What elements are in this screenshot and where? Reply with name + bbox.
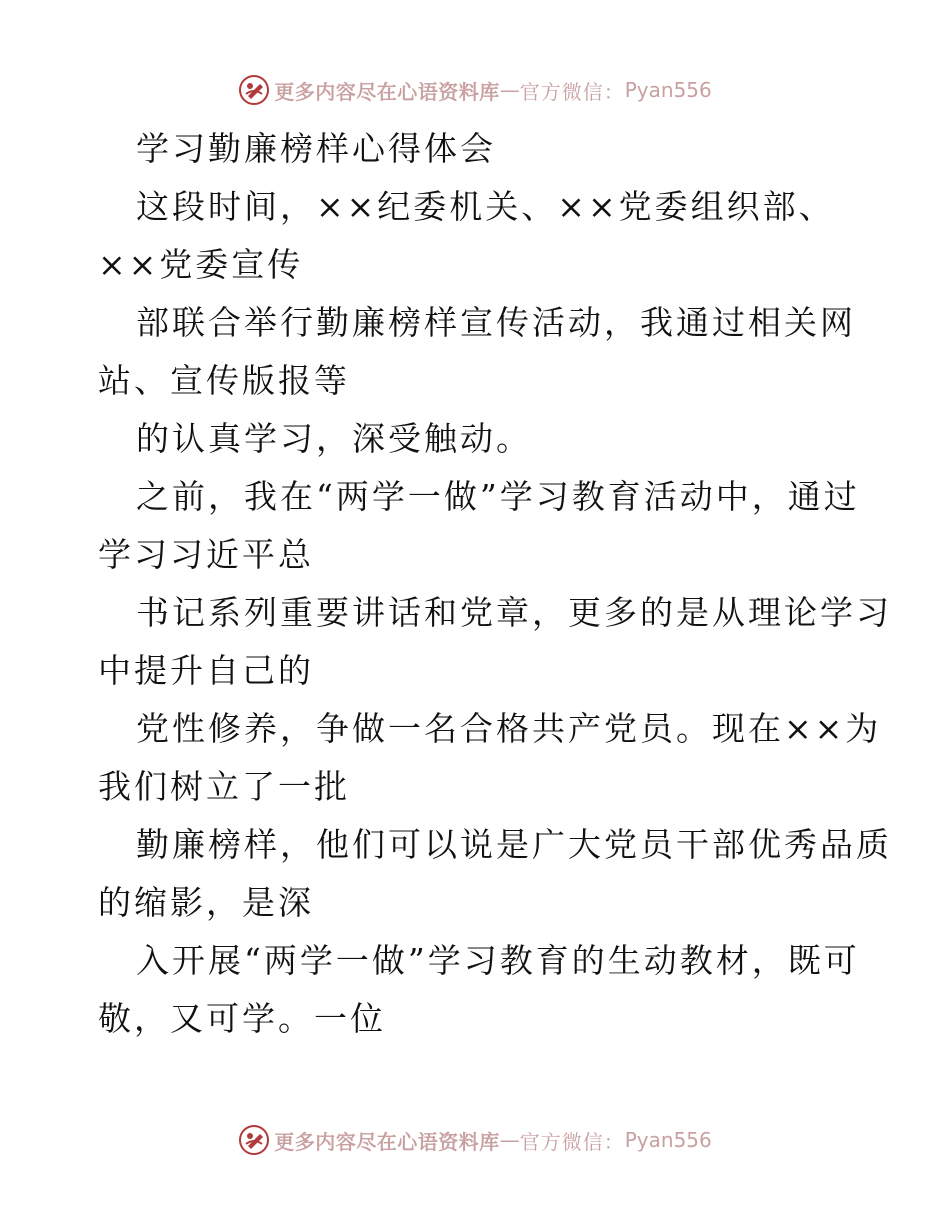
text-line: 党性修养，争做一名合格共产党员。现在××为	[136, 709, 882, 748]
text-line: 敬，又可学。一位	[98, 999, 386, 1038]
text-line: 入开展“两学一做”学习教育的生动教材，既可	[136, 941, 860, 980]
text-line: ××党委宣传	[98, 245, 304, 284]
watermark-brand: 更多内容尽在心语资料库	[274, 1129, 500, 1154]
document-title: 学习勤廉榜样心得体会	[136, 129, 496, 168]
watermark-wechat-label: 官方微信：	[519, 1129, 625, 1154]
text-line: 学习习近平总	[98, 535, 314, 574]
text-line: 之前，我在“两学一做”学习教育活动中，通过	[136, 477, 860, 516]
text-line: 这段时间，××纪委机关、××党委组织部、	[136, 187, 835, 226]
document-body	[98, 120, 892, 1048]
text-line: 部联合举行勤廉榜样宣传活动，我通过相关网	[136, 303, 856, 342]
footer-watermark	[0, 1120, 950, 1160]
text-line: 中提升自己的	[98, 651, 314, 690]
text-line: 书记系列重要讲话和党章，更多的是从理论学习	[136, 593, 892, 632]
book-pen-logo-icon	[238, 74, 270, 106]
watermark-dash: —	[499, 1128, 520, 1152]
watermark-wechat-id: Pyan556	[624, 78, 712, 102]
text-line: 的认真学习，深受触动。	[136, 419, 532, 458]
text-line: 我们树立了一批	[98, 767, 350, 806]
watermark-dash: —	[499, 78, 520, 102]
book-pen-logo-icon	[238, 1124, 270, 1156]
header-watermark	[0, 70, 950, 110]
text-line: 的缩影，是深	[98, 883, 314, 922]
text-line: 勤廉榜样，他们可以说是广大党员干部优秀品质	[136, 825, 892, 864]
text-line: 站、宣传版报等	[98, 361, 350, 400]
watermark-brand: 更多内容尽在心语资料库	[274, 79, 500, 104]
watermark-wechat-id: Pyan556	[624, 1128, 712, 1152]
watermark-wechat-label: 官方微信：	[519, 79, 625, 104]
